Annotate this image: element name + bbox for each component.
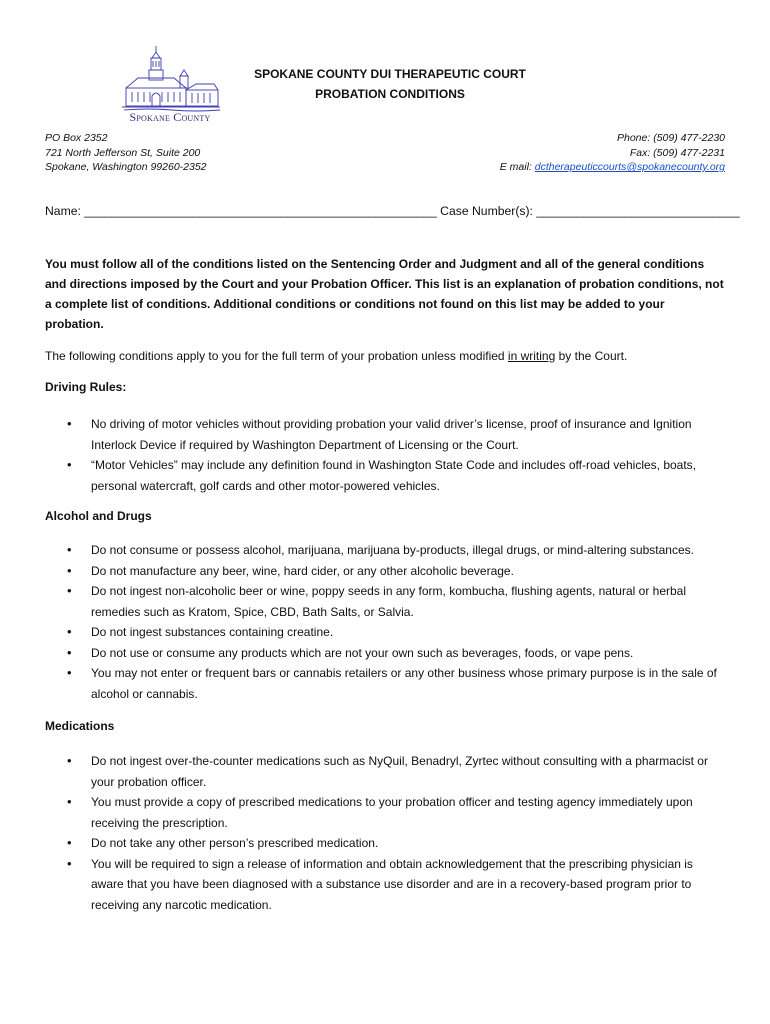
bullet-icon: •	[67, 753, 72, 768]
name-blank: ____________________________________________________	[84, 204, 437, 218]
list-item-text: Do not consume or possess alcohol, marijuana, marijuana by-products, illegal drugs, or mind-altering substances.	[91, 543, 694, 557]
list-item	[45, 833, 727, 854]
logo-text: Spokane County	[129, 110, 211, 124]
list-item	[45, 643, 727, 664]
mailing-address	[45, 131, 207, 175]
bullet-icon: •	[67, 416, 72, 431]
section-title-alcohol: Alcohol and Drugs	[45, 509, 152, 523]
bullet-icon: •	[67, 644, 72, 660]
bullet-icon: •	[67, 835, 72, 850]
bullet-icon: •	[67, 665, 72, 680]
title-line-1: SPOKANE COUNTY DUI THERAPEUTIC COURT	[254, 67, 526, 81]
list-item	[45, 854, 727, 916]
list-item	[45, 622, 727, 643]
list-item-text: Do not ingest non-alcoholic beer or wine, poppy seeds in any form, kombucha, flushing agents, natural or herbal remedies such as Kratom, Spice, CBD, Bath Salts, or Salvia.	[91, 584, 687, 619]
list-item-text: No driving of motor vehicles without providing probation your valid driver’s license, proof of insurance and Ignition Interlock Device if required by Washington Department of Licensing or the Court.	[91, 417, 692, 452]
spokane-county-logo	[118, 44, 222, 130]
name-label: Name:	[45, 204, 81, 218]
list-item	[45, 792, 727, 833]
section-title-medications: Medications	[45, 719, 115, 733]
address-line-3: Spokane, Washington 99260-2352	[45, 161, 207, 173]
email-label: E mail:	[499, 161, 535, 173]
list-item	[45, 561, 727, 582]
list-item-text: Do not manufacture any beer, wine, hard cider, or any other alcoholic beverage.	[91, 563, 514, 578]
list-item	[45, 414, 727, 455]
bullet-icon: •	[67, 542, 72, 557]
list-item	[45, 663, 727, 704]
courthouse-icon	[118, 44, 222, 114]
medications-list	[45, 751, 727, 915]
following-paragraph	[45, 346, 725, 366]
list-item	[45, 581, 727, 622]
list-item-text: Do not ingest over-the-counter medications such as NyQuil, Benadryl, Zyrtec without consulting with a pharmacist or your probation officer.	[91, 754, 708, 789]
alcohol-drugs-list	[45, 540, 727, 704]
intro-paragraph: You must follow all of the conditions listed on the Sentencing Order and Judgment and all of the general conditions and directions imposed by the Court and your Probation Officer. This list is an explanation of probation conditions, not a complete list of conditions. Additional conditions or conditions not found on this list may be added to your probation.	[45, 257, 724, 331]
case-number-label: Case Number(s):	[440, 204, 533, 218]
driving-rules-list	[45, 414, 727, 496]
in-writing-underline: in writing	[507, 349, 556, 363]
list-item-text: You must provide a copy of prescribed medications to your probation officer and testing agency immediately upon receiving the prescription.	[91, 795, 693, 830]
contact-info	[500, 131, 725, 175]
address-line-1: PO Box 2352	[45, 132, 108, 144]
bullet-icon: •	[67, 794, 72, 809]
bullet-icon: •	[67, 562, 72, 578]
fax-number: Fax: (509) 477-2231	[629, 146, 725, 159]
bullet-icon: •	[67, 855, 72, 871]
following-text-end: by the Court.	[555, 349, 628, 363]
list-item	[45, 751, 727, 792]
address-line-2: 721 North Jefferson St, Suite 200	[45, 146, 201, 159]
list-item-text: Do not use or consume any products which are not your own such as beverages, foods, or vape pens.	[91, 645, 634, 660]
section-title-driving: Driving Rules:	[45, 380, 127, 394]
list-item	[45, 455, 727, 496]
following-text: The following conditions apply to you for the full term of your probation unless modified	[45, 349, 508, 363]
list-item-text: “Motor Vehicles” may include any definition found in Washington State Code and includes off-road vehicles, boats, personal watercraft, golf cards and other motor-powered vehicles.	[91, 458, 697, 493]
list-item-text: You may not enter or frequent bars or cannabis retailers or any other business whose primary purpose is in the sale of alcohol or cannabis.	[91, 666, 717, 701]
list-item	[45, 540, 727, 561]
list-item-text: Do not take any other person’s prescribed medication.	[91, 836, 379, 850]
list-item-text: Do not ingest substances containing creatine.	[91, 625, 334, 639]
bullet-icon: •	[67, 457, 72, 472]
bullet-icon: •	[67, 624, 72, 639]
email-line	[500, 160, 725, 175]
document-title	[230, 64, 550, 104]
name-case-line	[45, 204, 740, 218]
bullet-icon: •	[67, 583, 72, 598]
email-link[interactable]: dctherapeuticcourts@spokanecounty.org	[534, 161, 725, 173]
title-line-2: PROBATION CONDITIONS	[315, 87, 465, 101]
case-number-blank: ______________________________	[536, 204, 740, 218]
phone-number: Phone: (509) 477-2230	[617, 132, 725, 144]
list-item-text: You will be required to sign a release of information and obtain acknowledgement that the prescribing physician is aware that you have been diagnosed with a substance use disorder and are in a recovery-based program prior to receiving any narcotic medication.	[91, 856, 693, 912]
